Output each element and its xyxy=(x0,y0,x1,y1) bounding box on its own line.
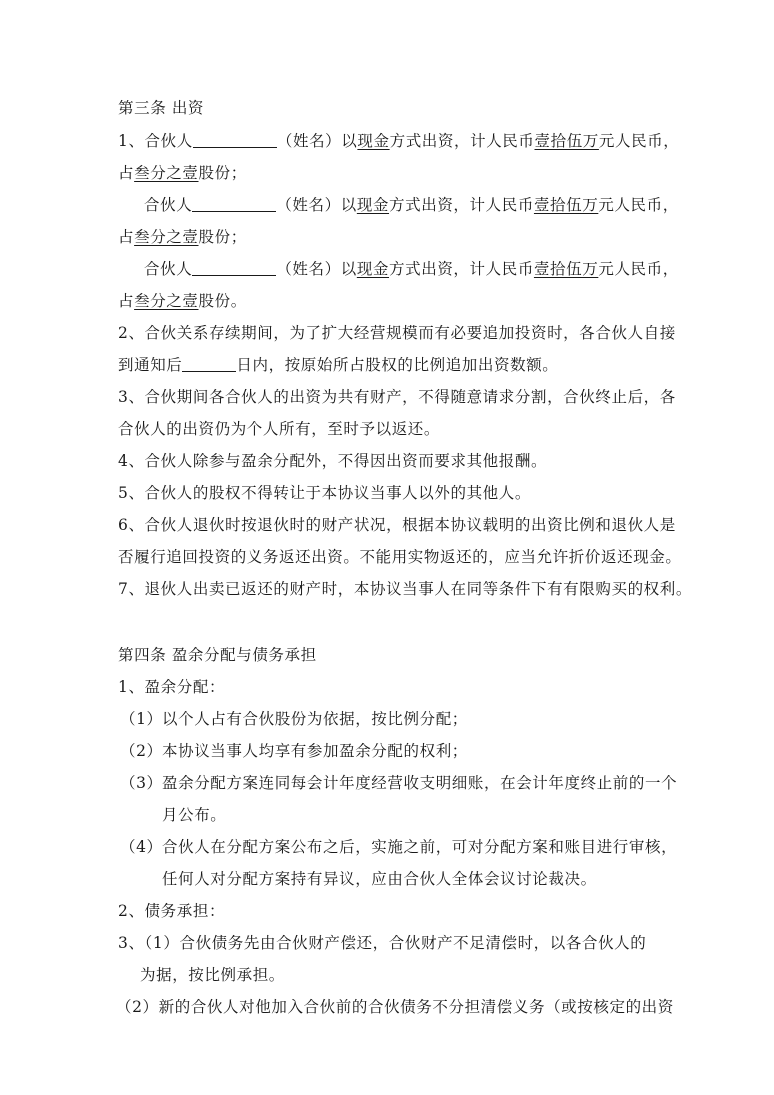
name-blank[interactable] xyxy=(192,194,276,212)
text: 合伙人 xyxy=(144,196,193,214)
text: 占 xyxy=(118,292,135,310)
text: （姓名）以 xyxy=(276,260,357,278)
list-item-3-continued: 月公布。 xyxy=(162,806,227,824)
name-blank[interactable] xyxy=(193,130,277,148)
clause-3-line-1: 3、合伙期间各合伙人的出资为共有财产，不得随意请求分割，合伙终止后，各 xyxy=(118,388,676,406)
text: 日内，按原始所占股权的比例追加出资数额。 xyxy=(236,356,559,374)
clause-4: 4、合伙人除参与盈余分配外，不得因出资而要求其他报酬。 xyxy=(118,452,548,470)
contribution-line-2 xyxy=(144,194,679,216)
text: 股份。 xyxy=(198,292,247,310)
clause-3-debt-line-2: 为据，按比例承担。 xyxy=(140,966,285,984)
clause-3-line-2: 合伙人的出资仍为个人所有，至时予以返还。 xyxy=(118,420,441,438)
clause-7: 7、退伙人出卖已返还的财产时，本协议当事人在同等条件下有有限购买的权利。 xyxy=(118,580,692,598)
clause-6-line-2: 否履行追回投资的义务返还出资。不能用实物返还的，应当允许折价返还现金。 xyxy=(118,548,682,566)
underlined-amount: 壹拾伍万 xyxy=(533,260,599,278)
item-number: （2） xyxy=(120,742,163,760)
days-blank[interactable] xyxy=(182,354,236,372)
clause-3-debt-line-1: 3、（1）合伙债务先由合伙财产偿还，合伙财产不足清偿时，以各合伙人的 xyxy=(118,934,647,952)
list-item-4 xyxy=(120,836,677,858)
text: 方式出资，计人民币 xyxy=(389,132,535,150)
text: 元人民币， xyxy=(598,196,679,214)
share-line-3 xyxy=(118,290,247,312)
article-4-title: 第四条 盈余分配与债务承担 xyxy=(118,646,317,664)
contribution-line-3 xyxy=(144,258,679,280)
list-item-4-continued: 任何人对分配方案持有异议，应由合伙人全体会议讨论裁决。 xyxy=(162,870,597,888)
text: 股份； xyxy=(198,228,247,246)
underlined-amount: 壹拾伍万 xyxy=(533,196,599,214)
share-line-2 xyxy=(118,226,247,248)
item-text: 本协议当事人均享有参加盈余分配的权利； xyxy=(162,742,468,760)
clause-5: 5、合伙人的股权不得转让于本协议当事人以外的其他人。 xyxy=(118,484,531,502)
item-text: 以个人占有合伙股份为依据，按比例分配； xyxy=(162,710,468,728)
share-line-1 xyxy=(118,162,247,184)
text: 方式出资，计人民币 xyxy=(389,260,534,278)
text: 占 xyxy=(118,228,135,246)
item-number: （1） xyxy=(120,710,163,728)
underlined-text: 现金 xyxy=(356,196,390,214)
text: 方式出资，计人民币 xyxy=(389,196,534,214)
item-number: （4） xyxy=(120,838,163,856)
underlined-share: 叁分之壹 xyxy=(134,292,199,310)
article-3-title: 第三条 出资 xyxy=(118,99,205,117)
item-text: 合伙人在分配方案公布之后，实施之前，可对分配方案和账目进行审核， xyxy=(162,838,678,856)
clause-3-debt-line-3: （2）新的合伙人对他加入合伙前的合伙债务不分担清偿义务（或按核定的出资 xyxy=(116,998,674,1016)
text: （姓名）以 xyxy=(276,132,358,150)
name-blank[interactable] xyxy=(192,258,276,276)
underlined-text: 现金 xyxy=(357,132,390,150)
clause-2-line-2 xyxy=(118,354,558,376)
clause-2-line-1: 2、合伙关系存续期间，为了扩大经营规模而有必要追加投资时，各合伙人自接 xyxy=(118,324,676,342)
section-profit-distribution: 1、盈余分配： xyxy=(118,678,226,696)
text: （姓名）以 xyxy=(276,196,357,214)
contribution-line-1 xyxy=(118,130,679,152)
underlined-share: 叁分之壹 xyxy=(134,164,199,182)
item-text: 盈余分配方案连同每会计年度经营收支明细账，在会计年度终止前的一个 xyxy=(162,774,678,792)
list-item-2 xyxy=(120,740,468,762)
clause-6-line-1: 6、合伙人退伙时按退伙时的财产状况，根据本协议载明的出资比例和退伙人是 xyxy=(118,516,676,534)
item-number: （3） xyxy=(120,774,163,792)
underlined-text: 现金 xyxy=(356,260,390,278)
text: 股份； xyxy=(198,164,247,182)
list-item-1 xyxy=(120,708,468,730)
underlined-share: 叁分之壹 xyxy=(134,228,199,246)
text: 占 xyxy=(118,164,135,182)
text: 合伙人 xyxy=(144,260,193,278)
text: 到通知后 xyxy=(118,356,183,374)
list-item-3 xyxy=(120,772,677,794)
text: 1、合伙人 xyxy=(118,132,193,150)
section-debt-bearing: 2、债务承担： xyxy=(118,902,226,920)
underlined-amount: 壹拾伍万 xyxy=(534,132,599,150)
text: 元人民币， xyxy=(598,260,679,278)
text: 元人民币， xyxy=(598,132,680,150)
